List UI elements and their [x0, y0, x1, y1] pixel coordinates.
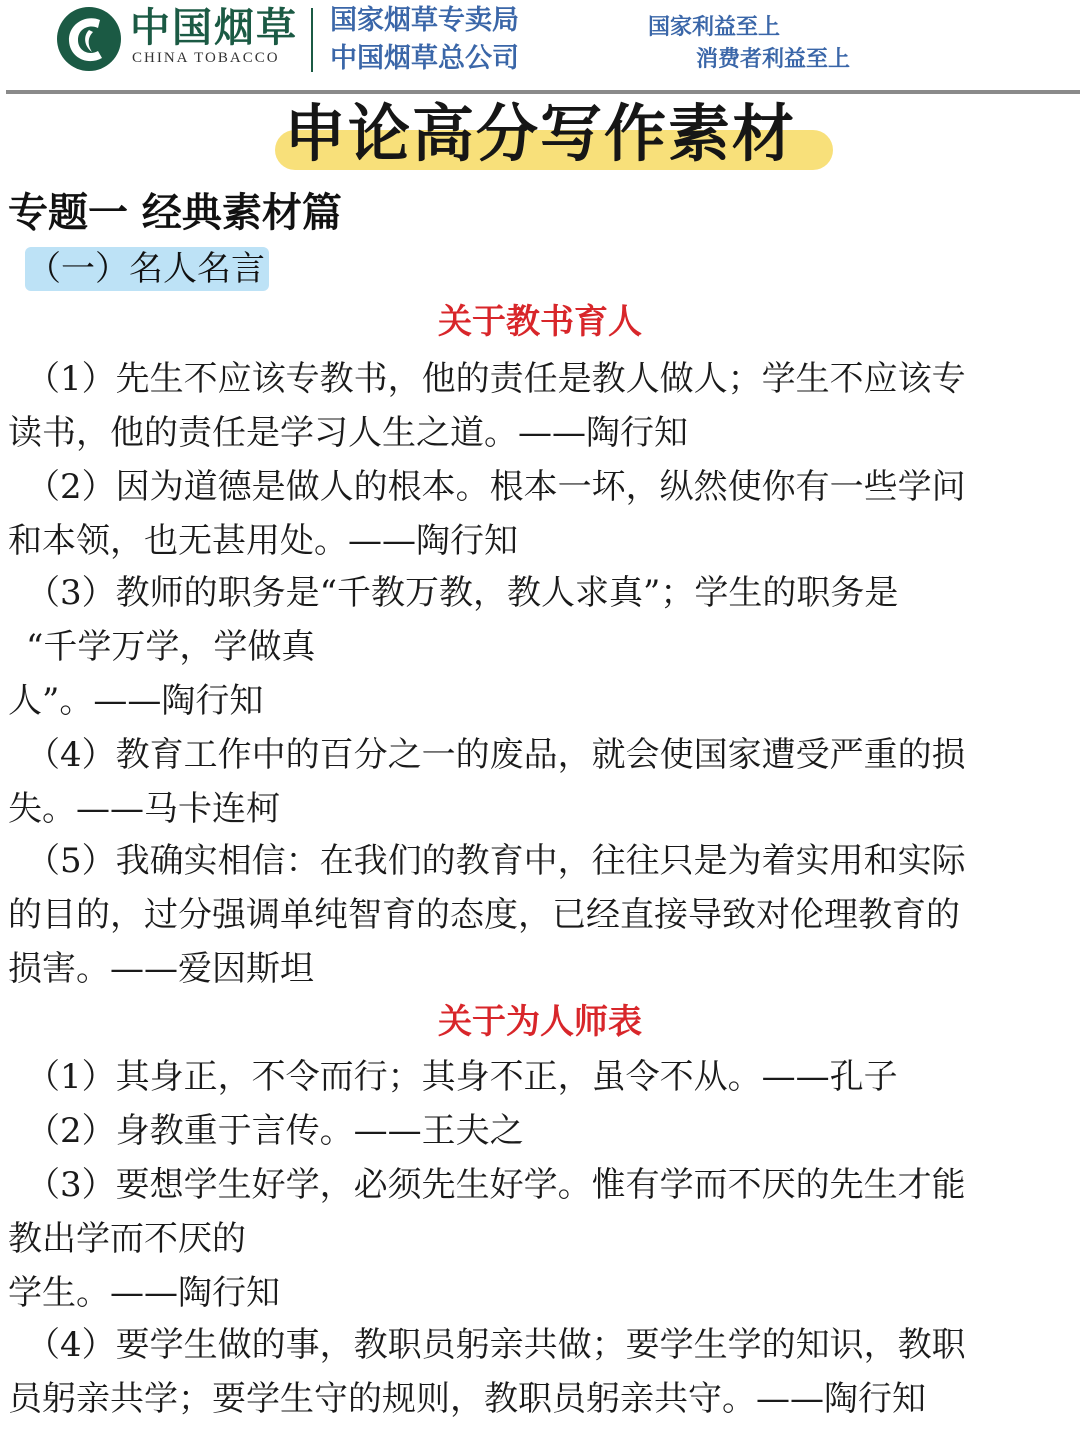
agency-names: [330, 2, 519, 78]
quote-line: 教出学而不厌的: [8, 1219, 246, 1259]
quote-item: [8, 1318, 1074, 1426]
agency-line-2: 中国烟草总公司: [330, 43, 519, 74]
quote-line: 读书，他的责任是学习人生之道。——陶行知: [8, 413, 688, 453]
page-title: 申论高分写作素材: [283, 97, 796, 170]
quote-line: （1）其身正，不令而行；其身不正，虽令不从。——孔子: [26, 1057, 898, 1097]
quote-item: [8, 1158, 1074, 1320]
quote-line: （3）要想学生好学，必须先生好学。惟有学而不厌的先生才能: [26, 1165, 966, 1205]
quote-line: 和本领，也无甚用处。——陶行知: [8, 521, 518, 561]
quote-line: 失。——马卡连柯: [8, 789, 280, 829]
quote-line: （3）教师的职务是“千教万教，教人求真”；学生的职务是: [26, 573, 899, 613]
quote-item: [8, 834, 1074, 996]
header: [0, 0, 1080, 92]
section-heading-role-model: 关于为人师表: [438, 1002, 642, 1042]
topic-heading: 专题一 经典素材篇: [8, 190, 342, 236]
quote-line: （4）教育工作中的百分之一的废品，就会使国家遭受严重的损: [26, 735, 966, 775]
quote-line: （4）要学生做的事，教职员躬亲共做；要学生学的知识，教职: [26, 1325, 966, 1365]
agency-line-1: 国家烟草专卖局: [330, 5, 519, 36]
quote-line: （1）先生不应该专教书，他的责任是教人做人；学生不应该专: [26, 359, 966, 399]
quote-line: 损害。——爱因斯坦: [8, 949, 314, 989]
china-tobacco-logo-icon: [56, 6, 122, 72]
slogan-line-2: 消费者利益至上: [696, 47, 851, 72]
logo-chinese-name: 中国烟草: [130, 5, 298, 51]
logo-english-name: CHINA TOBACCO: [132, 50, 280, 66]
section-heading-teaching: 关于教书育人: [438, 302, 642, 342]
slogan-line-1: 国家利益至上: [648, 15, 781, 40]
quote-line: 员躬亲共学；要学生守的规则，教职员躬亲共守。——陶行知: [8, 1379, 926, 1419]
quote-line: （2）因为道德是做人的根本。根本一坏，纵然使你有一些学问: [26, 467, 966, 507]
quote-item: [8, 566, 1074, 728]
header-divider: [311, 8, 313, 72]
quote-item: [8, 352, 1074, 460]
quote-item: [8, 1050, 1074, 1104]
quote-item: [8, 728, 1074, 836]
quote-line: “千学万学，学做真: [26, 627, 316, 667]
quote-line: 的目的，过分强调单纯智育的态度，已经直接导致对伦理教育的: [8, 895, 960, 935]
header-rule: [6, 90, 1080, 94]
quote-line: （2）身教重于言传。——王夫之: [26, 1111, 524, 1151]
quote-line: 人”。——陶行知: [8, 681, 264, 721]
subtopic-badge: （一）名人名言: [25, 247, 269, 291]
quote-line: （5）我确实相信：在我们的教育中，往往只是为着实用和实际: [26, 841, 966, 881]
quote-item: [8, 1104, 1074, 1158]
quote-item: [8, 460, 1074, 568]
quote-line: 学生。——陶行知: [8, 1273, 280, 1313]
